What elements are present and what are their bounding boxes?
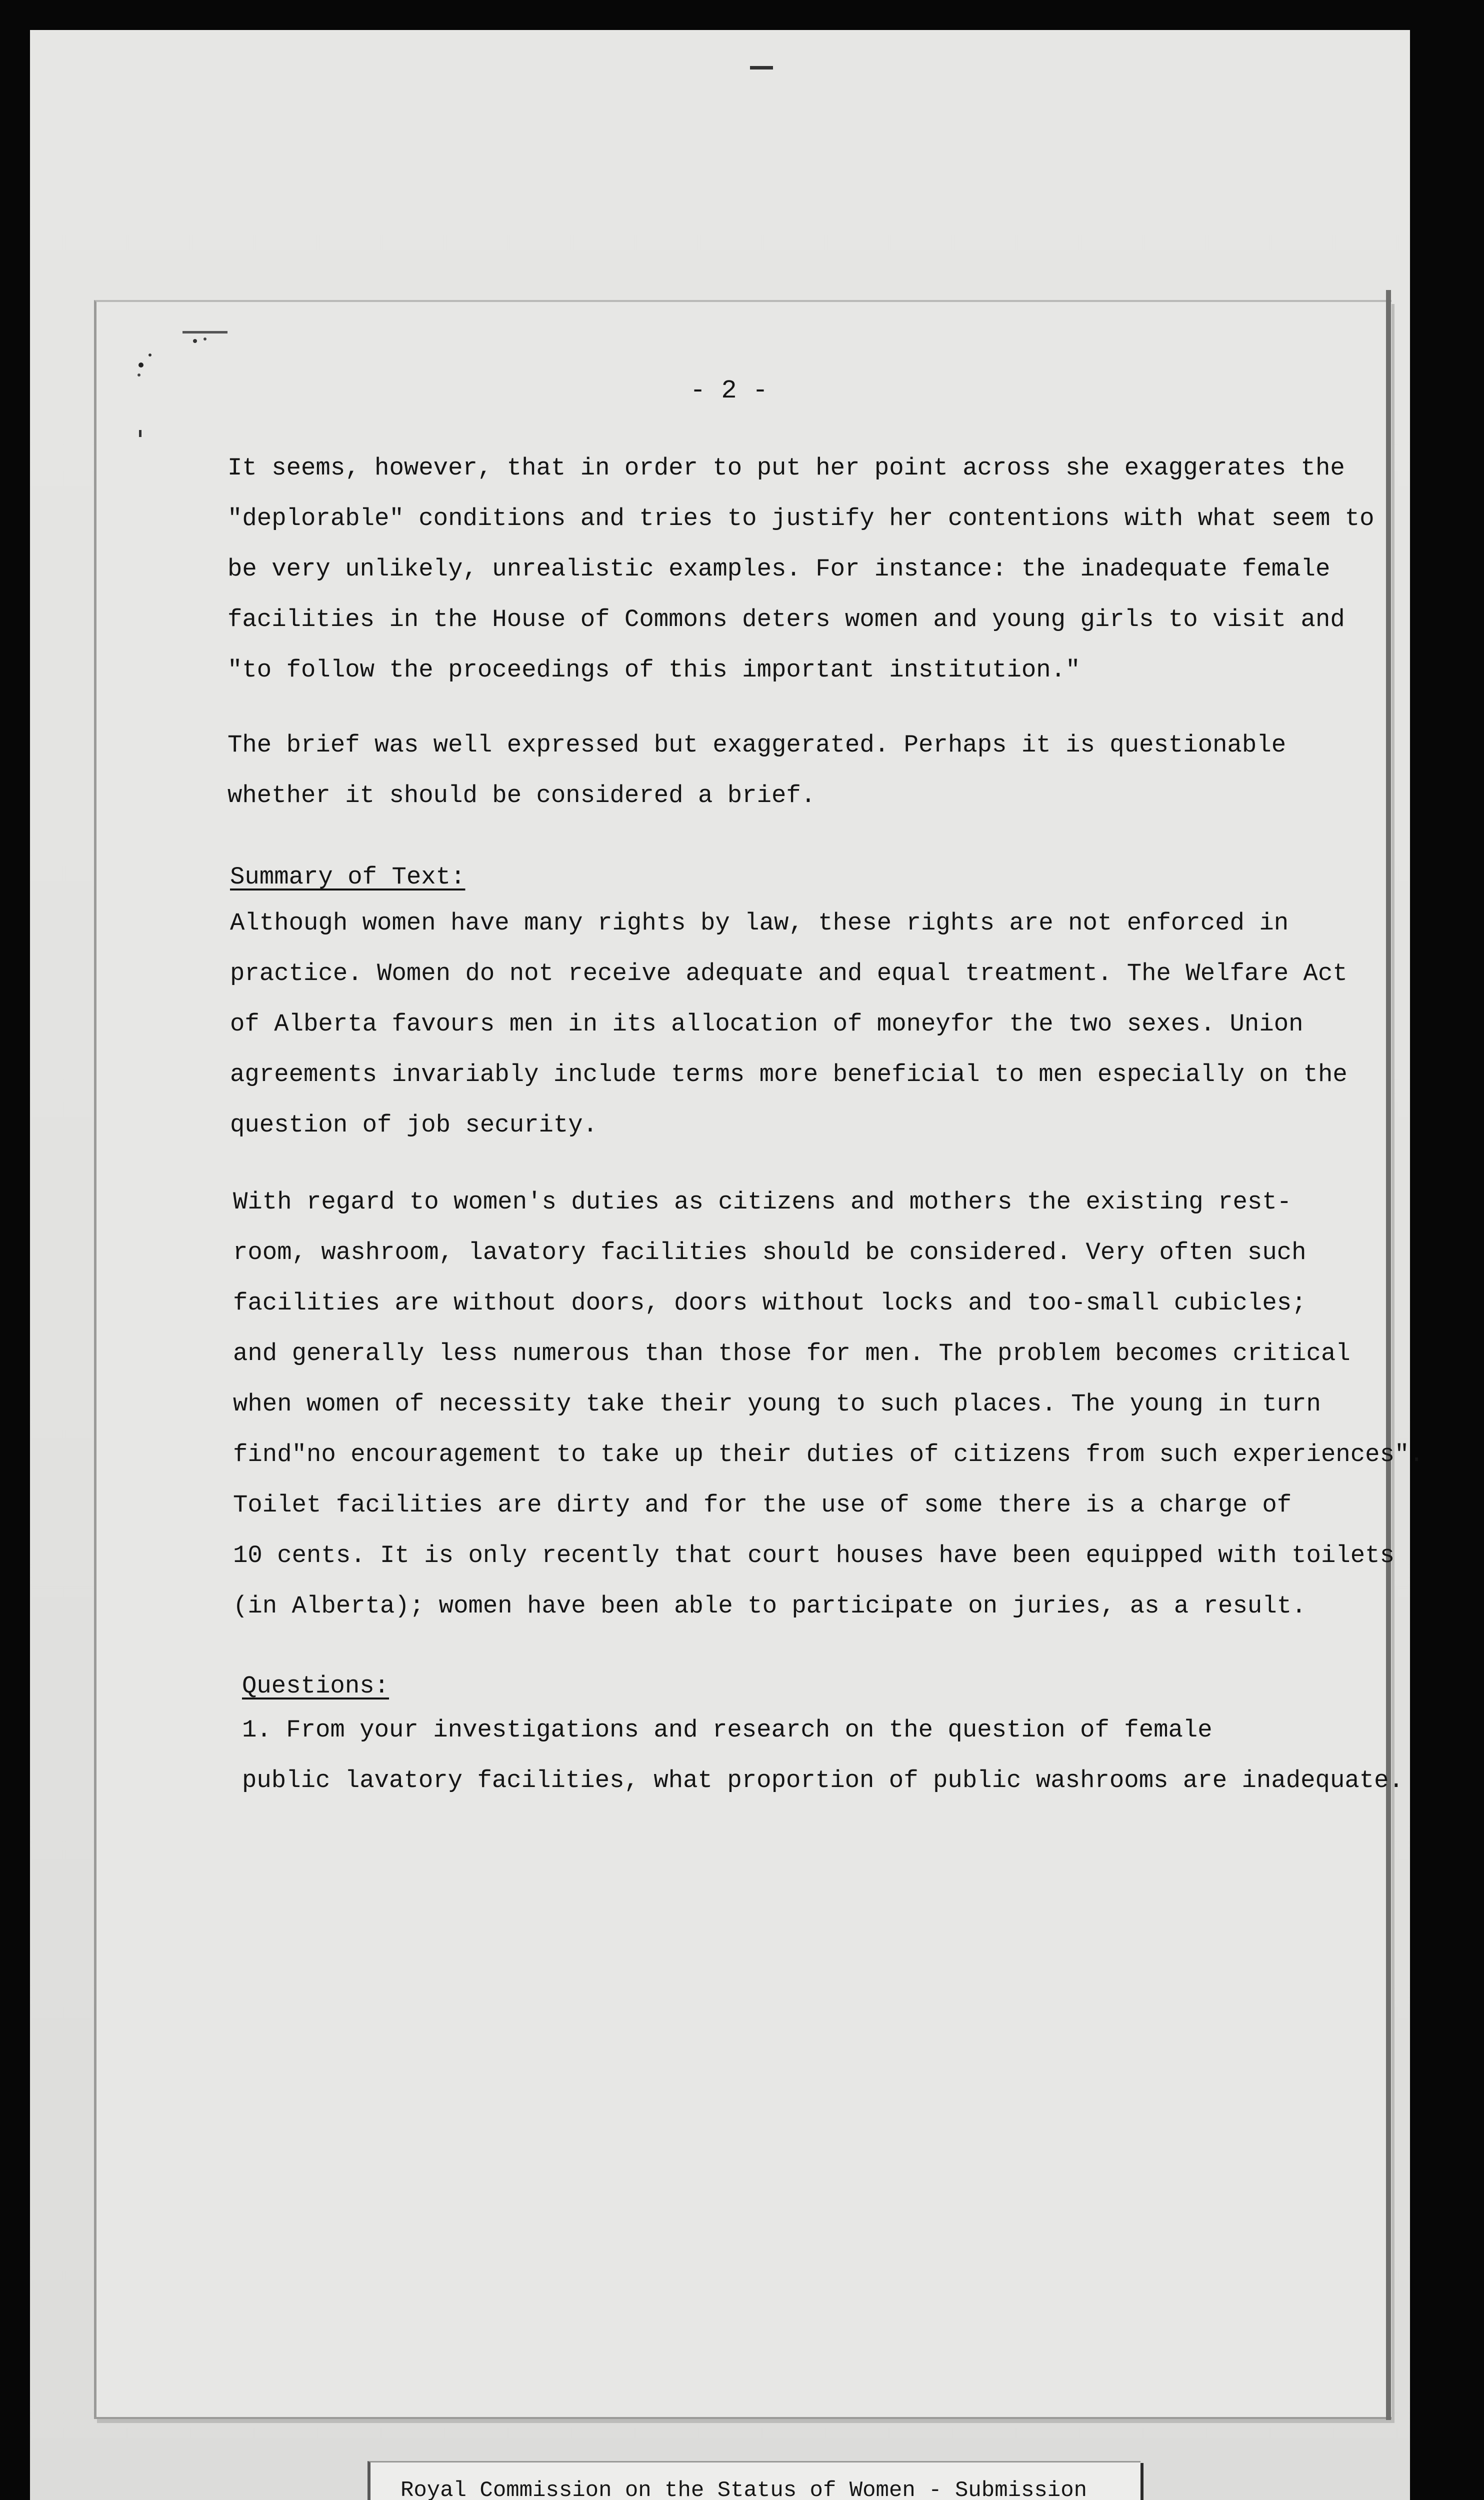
text-line: It seems, however, that in order to put her point across she exaggerates the	[228, 454, 1345, 482]
summary-heading: Summary of Text:	[230, 863, 466, 891]
intro-paragraph	[228, 443, 1374, 696]
questions-heading: Questions:	[242, 1672, 390, 1700]
text-line: whether it should be considered a brief.	[228, 782, 816, 810]
text-line: question of job security.	[230, 1111, 598, 1139]
text-line: facilities in the House of Commons deters women and young girls to visit and	[228, 606, 1345, 634]
text-line: Toilet facilities are dirty and for the use of some there is a charge of	[233, 1491, 1292, 1519]
text-line: "to follow the proceedings of this important institution."	[228, 656, 1080, 684]
text-line: facilities are without doors, doors without locks and too-small cubicles;	[233, 1289, 1306, 1317]
text-line: Although women have many rights by law, these rights are not enforced in	[230, 909, 1289, 937]
text-line: 10 cents. It is only recently that court houses have been equipped with toilets	[233, 1542, 1394, 1570]
label-text	[400, 2476, 1087, 2500]
text-line: practice. Women do not receive adequate and equal treatment. The Welfare Act	[230, 960, 1348, 988]
text-line: and generally less numerous than those for men. The problem becomes critical	[233, 1340, 1350, 1368]
summary-paragraph-2	[233, 1177, 1424, 1632]
text-line: "deplorable" conditions and tries to justify her contentions with what seem to	[228, 504, 1374, 532]
list-item: 1. From your investigations and research on the question of female	[242, 1716, 1212, 1744]
text-line: find"no encouragement to take up their duties of citizens from such experiences".	[233, 1440, 1424, 1468]
top-mark	[750, 66, 773, 70]
text-line: With regard to women's duties as citizens and mothers the existing rest-	[233, 1188, 1292, 1216]
page-number: - 2 -	[690, 376, 768, 406]
text-line: be very unlikely, unrealistic examples. For instance: the inadequate female	[228, 555, 1330, 583]
text-line: of Alberta favours men in its allocation of moneyfor the two sexes. Union	[230, 1010, 1304, 1038]
questions-list	[242, 1705, 1404, 1806]
archive-label-slip	[368, 2461, 1140, 2500]
label-line-1: Royal Commission on the Status of Women - Submission	[400, 2478, 1088, 2500]
summary-paragraph-1	[230, 898, 1348, 1150]
text-line: agreements invariably include terms more beneficial to men especially on the	[230, 1060, 1348, 1088]
list-item: public lavatory facilities, what proportion of public washrooms are inadequate.	[242, 1766, 1404, 1794]
assessment-paragraph	[228, 720, 1286, 821]
paper-specks	[135, 320, 235, 450]
text-line: (in Alberta); women have been able to participate on juries, as a result.	[233, 1592, 1306, 1620]
text-line: room, washroom, lavatory facilities should be considered. Very often such	[233, 1238, 1306, 1266]
text-line: The brief was well expressed but exaggerated. Perhaps it is questionable	[228, 731, 1286, 759]
text-line: when women of necessity take their young to such places. The young in turn	[233, 1390, 1321, 1418]
